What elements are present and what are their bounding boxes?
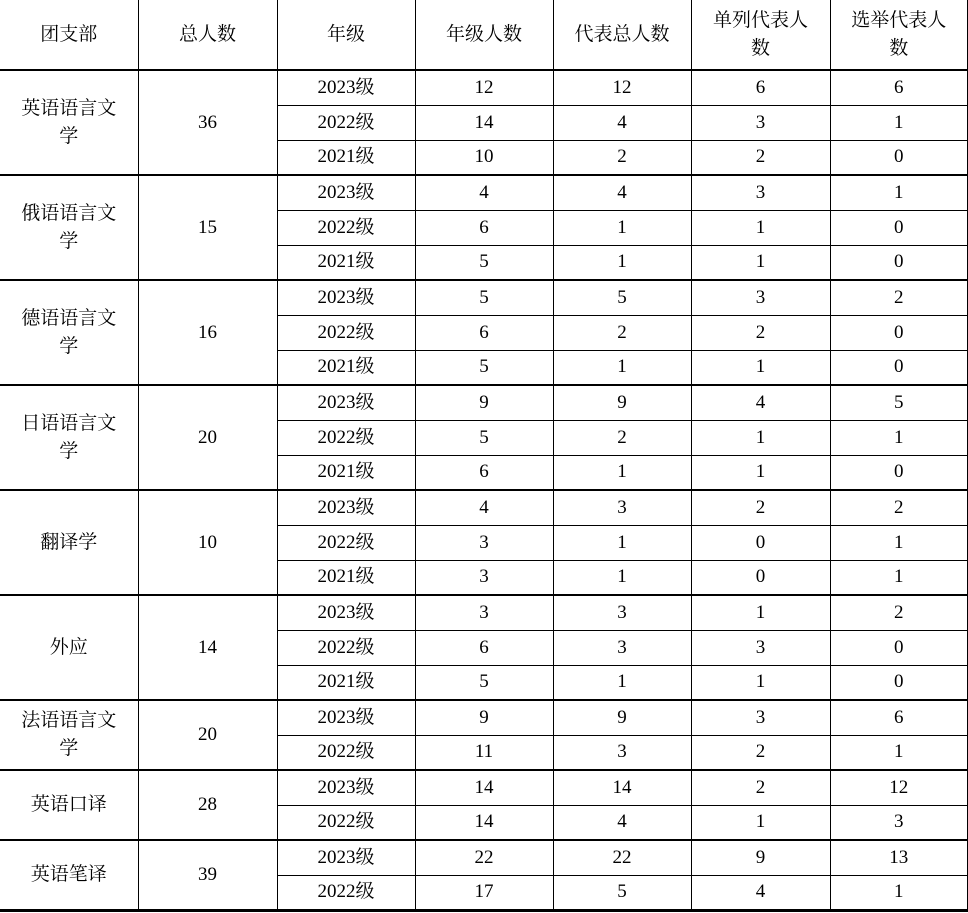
grade-cell: 2023级: [277, 595, 415, 630]
elected-rep-cell: 5: [830, 385, 968, 420]
elected-rep-cell: 3: [830, 805, 968, 840]
branch-cell: 翻译学: [0, 490, 138, 595]
rep-total-cell: 1: [553, 560, 691, 595]
grade-cell: 2021级: [277, 665, 415, 700]
elected-rep-cell: 1: [830, 175, 968, 210]
single-rep-cell: 1: [691, 420, 830, 455]
grade-cell: 2023级: [277, 840, 415, 875]
rep-total-cell: 3: [553, 595, 691, 630]
single-rep-cell: 2: [691, 770, 830, 805]
grade-cell: 2021级: [277, 140, 415, 175]
single-rep-cell: 6: [691, 70, 830, 105]
rep-total-cell: 1: [553, 525, 691, 560]
table-row: [0, 700, 968, 735]
header-elected-rep: 选举代表人数: [830, 0, 968, 70]
single-rep-cell: 1: [691, 595, 830, 630]
single-rep-cell: 1: [691, 350, 830, 385]
grade-count-cell: 3: [415, 525, 553, 560]
grade-count-cell: 4: [415, 175, 553, 210]
table-row: [0, 840, 968, 875]
total-count-cell: 16: [138, 280, 277, 385]
elected-rep-cell: 1: [830, 525, 968, 560]
table-row: [0, 770, 968, 805]
elected-rep-cell: 13: [830, 840, 968, 875]
grade-count-cell: 11: [415, 735, 553, 770]
rep-total-cell: 2: [553, 315, 691, 350]
elected-rep-cell: 2: [830, 280, 968, 315]
rep-total-cell: 1: [553, 455, 691, 490]
total-count-cell: 20: [138, 700, 277, 770]
table-body: [0, 70, 968, 910]
grade-cell: 2023级: [277, 280, 415, 315]
grade-cell: 2023级: [277, 70, 415, 105]
grade-count-cell: 6: [415, 455, 553, 490]
grade-cell: 2022级: [277, 315, 415, 350]
single-rep-cell: 3: [691, 280, 830, 315]
grade-cell: 2022级: [277, 735, 415, 770]
elected-rep-cell: 1: [830, 105, 968, 140]
rep-total-cell: 1: [553, 350, 691, 385]
rep-total-cell: 14: [553, 770, 691, 805]
rep-total-cell: 4: [553, 175, 691, 210]
elected-rep-cell: 1: [830, 560, 968, 595]
elected-rep-cell: 6: [830, 70, 968, 105]
single-rep-cell: 0: [691, 525, 830, 560]
branch-cell: 英语语言文学: [0, 70, 138, 175]
elected-rep-cell: 2: [830, 595, 968, 630]
grade-cell: 2022级: [277, 105, 415, 140]
single-rep-cell: 1: [691, 245, 830, 280]
table-row: [0, 490, 968, 525]
single-rep-cell: 3: [691, 105, 830, 140]
header-row: [0, 0, 968, 70]
rep-total-cell: 1: [553, 210, 691, 245]
grade-count-cell: 17: [415, 875, 553, 910]
rep-total-cell: 2: [553, 420, 691, 455]
single-rep-cell: 2: [691, 140, 830, 175]
grade-count-cell: 5: [415, 245, 553, 280]
elected-rep-cell: 1: [830, 875, 968, 910]
total-count-cell: 20: [138, 385, 277, 490]
grade-count-cell: 22: [415, 840, 553, 875]
grade-count-cell: 5: [415, 420, 553, 455]
grade-cell: 2023级: [277, 175, 415, 210]
header-grade-count: 年级人数: [415, 0, 553, 70]
single-rep-cell: 4: [691, 875, 830, 910]
grade-count-cell: 9: [415, 385, 553, 420]
grade-count-cell: 3: [415, 560, 553, 595]
elected-rep-cell: 0: [830, 315, 968, 350]
total-count-cell: 36: [138, 70, 277, 175]
single-rep-cell: 1: [691, 455, 830, 490]
single-rep-cell: 3: [691, 630, 830, 665]
grade-cell: 2021级: [277, 455, 415, 490]
branch-cell: 英语口译: [0, 770, 138, 840]
rep-total-cell: 12: [553, 70, 691, 105]
header-total: 总人数: [138, 0, 277, 70]
total-count-cell: 14: [138, 595, 277, 700]
total-count-cell: 10: [138, 490, 277, 595]
elected-rep-cell: 0: [830, 350, 968, 385]
rep-total-cell: 9: [553, 700, 691, 735]
grade-cell: 2022级: [277, 875, 415, 910]
grade-count-cell: 14: [415, 105, 553, 140]
grade-cell: 2023级: [277, 770, 415, 805]
table-row: [0, 280, 968, 315]
single-rep-cell: 3: [691, 175, 830, 210]
grade-count-cell: 5: [415, 350, 553, 385]
grade-count-cell: 5: [415, 665, 553, 700]
grade-count-cell: 14: [415, 805, 553, 840]
rep-total-cell: 5: [553, 280, 691, 315]
grade-count-cell: 4: [415, 490, 553, 525]
header-branch: 团支部: [0, 0, 138, 70]
elected-rep-cell: 0: [830, 455, 968, 490]
single-rep-cell: 9: [691, 840, 830, 875]
branch-cell: 法语语言文学: [0, 700, 138, 770]
grade-cell: 2023级: [277, 490, 415, 525]
elected-rep-cell: 1: [830, 420, 968, 455]
rep-total-cell: 22: [553, 840, 691, 875]
single-rep-cell: 2: [691, 735, 830, 770]
branch-cell: 俄语语言文学: [0, 175, 138, 280]
single-rep-cell: 3: [691, 700, 830, 735]
grade-cell: 2022级: [277, 805, 415, 840]
rep-total-cell: 4: [553, 105, 691, 140]
rep-total-cell: 3: [553, 630, 691, 665]
rep-total-cell: 1: [553, 665, 691, 700]
elected-rep-cell: 2: [830, 490, 968, 525]
grade-cell: 2023级: [277, 385, 415, 420]
elected-rep-cell: 1: [830, 735, 968, 770]
table-header: [0, 0, 968, 70]
single-rep-cell: 2: [691, 315, 830, 350]
elected-rep-cell: 0: [830, 140, 968, 175]
grade-count-cell: 12: [415, 70, 553, 105]
total-count-cell: 15: [138, 175, 277, 280]
table-row: [0, 175, 968, 210]
total-count-cell: 39: [138, 840, 277, 910]
grade-cell: 2022级: [277, 630, 415, 665]
rep-total-cell: 9: [553, 385, 691, 420]
elected-rep-cell: 12: [830, 770, 968, 805]
branch-cell: 外应: [0, 595, 138, 700]
grade-cell: 2022级: [277, 420, 415, 455]
rep-total-cell: 4: [553, 805, 691, 840]
rep-total-cell: 2: [553, 140, 691, 175]
grade-cell: 2021级: [277, 245, 415, 280]
grade-count-cell: 14: [415, 770, 553, 805]
single-rep-cell: 1: [691, 210, 830, 245]
grade-count-cell: 5: [415, 280, 553, 315]
grade-count-cell: 6: [415, 630, 553, 665]
rep-total-cell: 1: [553, 245, 691, 280]
single-rep-cell: 2: [691, 490, 830, 525]
grade-count-cell: 3: [415, 595, 553, 630]
header-rep-total: 代表总人数: [553, 0, 691, 70]
single-rep-cell: 4: [691, 385, 830, 420]
branch-cell: 英语笔译: [0, 840, 138, 910]
total-count-cell: 28: [138, 770, 277, 840]
single-rep-cell: 1: [691, 665, 830, 700]
header-grade: 年级: [277, 0, 415, 70]
elected-rep-cell: 6: [830, 700, 968, 735]
rep-total-cell: 3: [553, 490, 691, 525]
grade-count-cell: 6: [415, 315, 553, 350]
elected-rep-cell: 0: [830, 665, 968, 700]
rep-total-cell: 5: [553, 875, 691, 910]
elected-rep-cell: 0: [830, 245, 968, 280]
elected-rep-cell: 0: [830, 210, 968, 245]
grade-count-cell: 10: [415, 140, 553, 175]
table-row: [0, 385, 968, 420]
table-row: [0, 595, 968, 630]
single-rep-cell: 1: [691, 805, 830, 840]
grade-count-cell: 9: [415, 700, 553, 735]
elected-rep-cell: 0: [830, 630, 968, 665]
grade-cell: 2023级: [277, 700, 415, 735]
header-single-rep: 单列代表人数: [691, 0, 830, 70]
grade-count-cell: 6: [415, 210, 553, 245]
grade-cell: 2021级: [277, 560, 415, 595]
table-row: [0, 70, 968, 105]
single-rep-cell: 0: [691, 560, 830, 595]
branch-cell: 日语语言文学: [0, 385, 138, 490]
rep-total-cell: 3: [553, 735, 691, 770]
grade-cell: 2021级: [277, 350, 415, 385]
branch-cell: 德语语言文学: [0, 280, 138, 385]
grade-cell: 2022级: [277, 210, 415, 245]
grade-cell: 2022级: [277, 525, 415, 560]
